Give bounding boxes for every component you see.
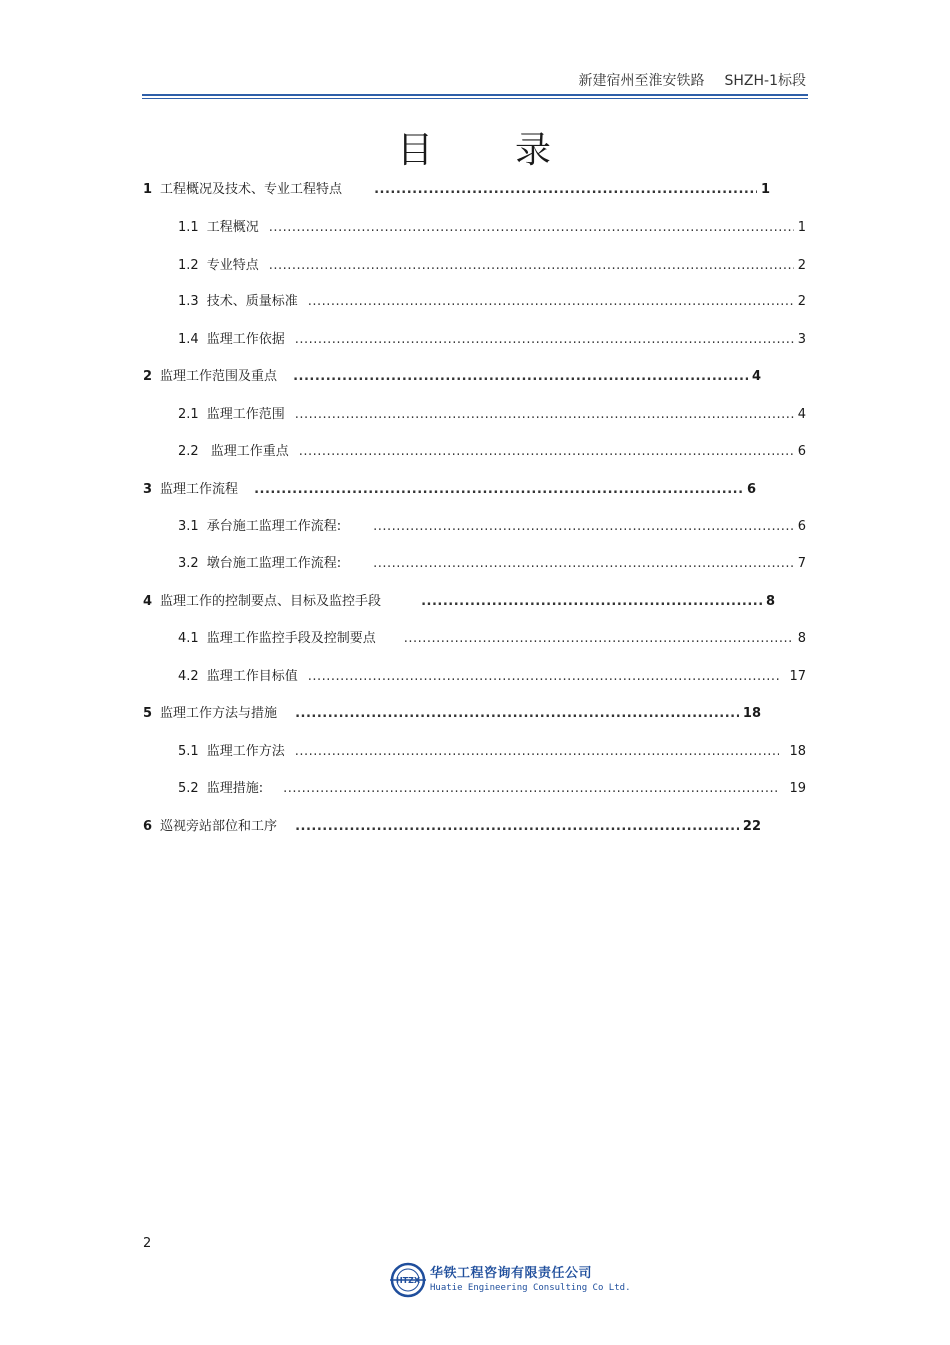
header-section: SHZH-1标段 [724, 73, 806, 89]
toc-leader [295, 744, 780, 759]
toc-page: 6 [797, 444, 806, 459]
toc-leader [404, 631, 794, 646]
toc-page: 4 [751, 369, 761, 384]
toc-label: 巡视旁站部位和工序 [160, 819, 278, 834]
toc-entry-1-4[interactable] [178, 328, 806, 346]
toc-leader [295, 819, 739, 834]
toc-entry-4[interactable] [143, 590, 775, 608]
company-logo-icon [388, 1260, 428, 1300]
toc-label: 监理工作监控手段及控制要点 [206, 631, 376, 646]
toc-entry-4-1[interactable] [178, 627, 806, 645]
toc-entry-6[interactable] [143, 815, 761, 833]
toc-label: 监理工作目标值 [206, 669, 298, 684]
toc-leader [308, 294, 794, 309]
toc-label: 专业特点 [206, 258, 259, 273]
toc-entry-1-3[interactable] [178, 290, 806, 308]
toc-page: 18 [789, 744, 806, 759]
toc-leader [373, 556, 794, 571]
toc-entry-2-2[interactable] [178, 440, 806, 458]
toc-label: 监理工作的控制要点、目标及监控手段 [160, 594, 382, 609]
toc-entry-5-2[interactable] [178, 777, 806, 795]
toc-entry-3-2[interactable] [178, 552, 806, 570]
company-name-cn: 华铁工程咨询有限责任公司 [430, 1266, 593, 1281]
toc-leader [299, 444, 794, 459]
toc-num: 5.2 [178, 781, 199, 796]
toc-label: 监理工作依据 [206, 332, 285, 347]
toc-label: 监理工作方法 [206, 744, 285, 759]
toc-num: 1.1 [178, 220, 199, 235]
toc-leader [373, 519, 794, 534]
toc-num: 2 [143, 369, 153, 384]
toc-label: 监理工作重点 [210, 444, 289, 459]
toc-entry-2[interactable] [143, 365, 761, 383]
toc-entry-3[interactable] [143, 478, 756, 496]
toc-leader [421, 594, 762, 609]
title-char-1: 目 [396, 130, 435, 171]
toc-label: 监理工作范围及重点 [160, 369, 278, 384]
toc-page: 8 [797, 631, 806, 646]
toc-leader [254, 482, 743, 497]
logo-text: HTZX [395, 1276, 421, 1285]
toc-num: 1.4 [178, 332, 199, 347]
page-number: 2 [143, 1236, 152, 1251]
toc-num: 4 [143, 594, 153, 609]
running-header [579, 70, 807, 90]
company-name-en: Huatie Engineering Consulting Co Ltd. [430, 1283, 631, 1293]
toc-page: 2 [797, 258, 806, 273]
toc-leader [295, 332, 794, 347]
toc-leader [308, 669, 780, 684]
header-project: 新建宿州至淮安铁路 [578, 73, 705, 89]
toc-page: 1 [760, 182, 770, 197]
toc-page: 3 [797, 332, 806, 347]
toc-leader [295, 706, 739, 721]
toc-leader [295, 407, 794, 422]
toc-entry-1-1[interactable] [178, 216, 806, 234]
toc-label: 监理措施: [206, 781, 264, 796]
toc-page: 18 [742, 706, 761, 721]
toc-num: 4.2 [178, 669, 199, 684]
toc-entry-4-2[interactable] [178, 665, 806, 683]
toc-entry-1-2[interactable] [178, 254, 806, 272]
toc-entry-5[interactable] [143, 702, 761, 720]
toc-label: 承台施工监理工作流程: [206, 519, 342, 534]
toc-num: 4.1 [178, 631, 199, 646]
toc-entry-2-1[interactable] [178, 403, 806, 421]
toc-label: 工程概况 [206, 220, 259, 235]
toc-leader [269, 220, 794, 235]
toc-num: 1.3 [178, 294, 199, 309]
toc-leader [374, 182, 757, 197]
toc-num: 5 [143, 706, 153, 721]
toc-page: 22 [742, 819, 761, 834]
toc-page: 1 [797, 220, 806, 235]
toc-label: 监理工作范围 [206, 407, 285, 422]
header-rule-thin [142, 98, 808, 99]
toc-num: 1 [143, 182, 153, 197]
header-rule [142, 94, 808, 96]
toc-label: 工程概况及技术、专业工程特点 [160, 182, 343, 197]
toc-page: 6 [797, 519, 806, 534]
toc-leader [283, 781, 779, 796]
title-char-2: 录 [515, 130, 554, 171]
toc-label: 技术、质量标准 [206, 294, 298, 309]
toc-num: 3.2 [178, 556, 199, 571]
toc-page: 7 [797, 556, 806, 571]
toc-page: 8 [765, 594, 775, 609]
toc-num: 3.1 [178, 519, 199, 534]
page-title [0, 122, 950, 173]
toc-entry-5-1[interactable] [178, 740, 806, 758]
toc-num: 5.1 [178, 744, 199, 759]
toc-page: 17 [789, 669, 806, 684]
toc-num: 6 [143, 819, 153, 834]
toc-page: 19 [789, 781, 806, 796]
toc-page: 2 [797, 294, 806, 309]
toc-leader [269, 258, 794, 273]
toc-num: 1.2 [178, 258, 199, 273]
toc-entry-1[interactable] [143, 178, 770, 196]
toc-page: 6 [746, 482, 756, 497]
toc-num: 2.1 [178, 407, 199, 422]
toc-leader [293, 369, 748, 384]
toc-page: 4 [797, 407, 806, 422]
toc-label: 监理工作流程 [160, 482, 239, 497]
toc-entry-3-1[interactable] [178, 515, 806, 533]
toc-label: 监理工作方法与措施 [160, 706, 278, 721]
toc-label: 墩台施工监理工作流程: [206, 556, 342, 571]
toc-num: 2.2 [178, 444, 199, 459]
toc-num: 3 [143, 482, 153, 497]
